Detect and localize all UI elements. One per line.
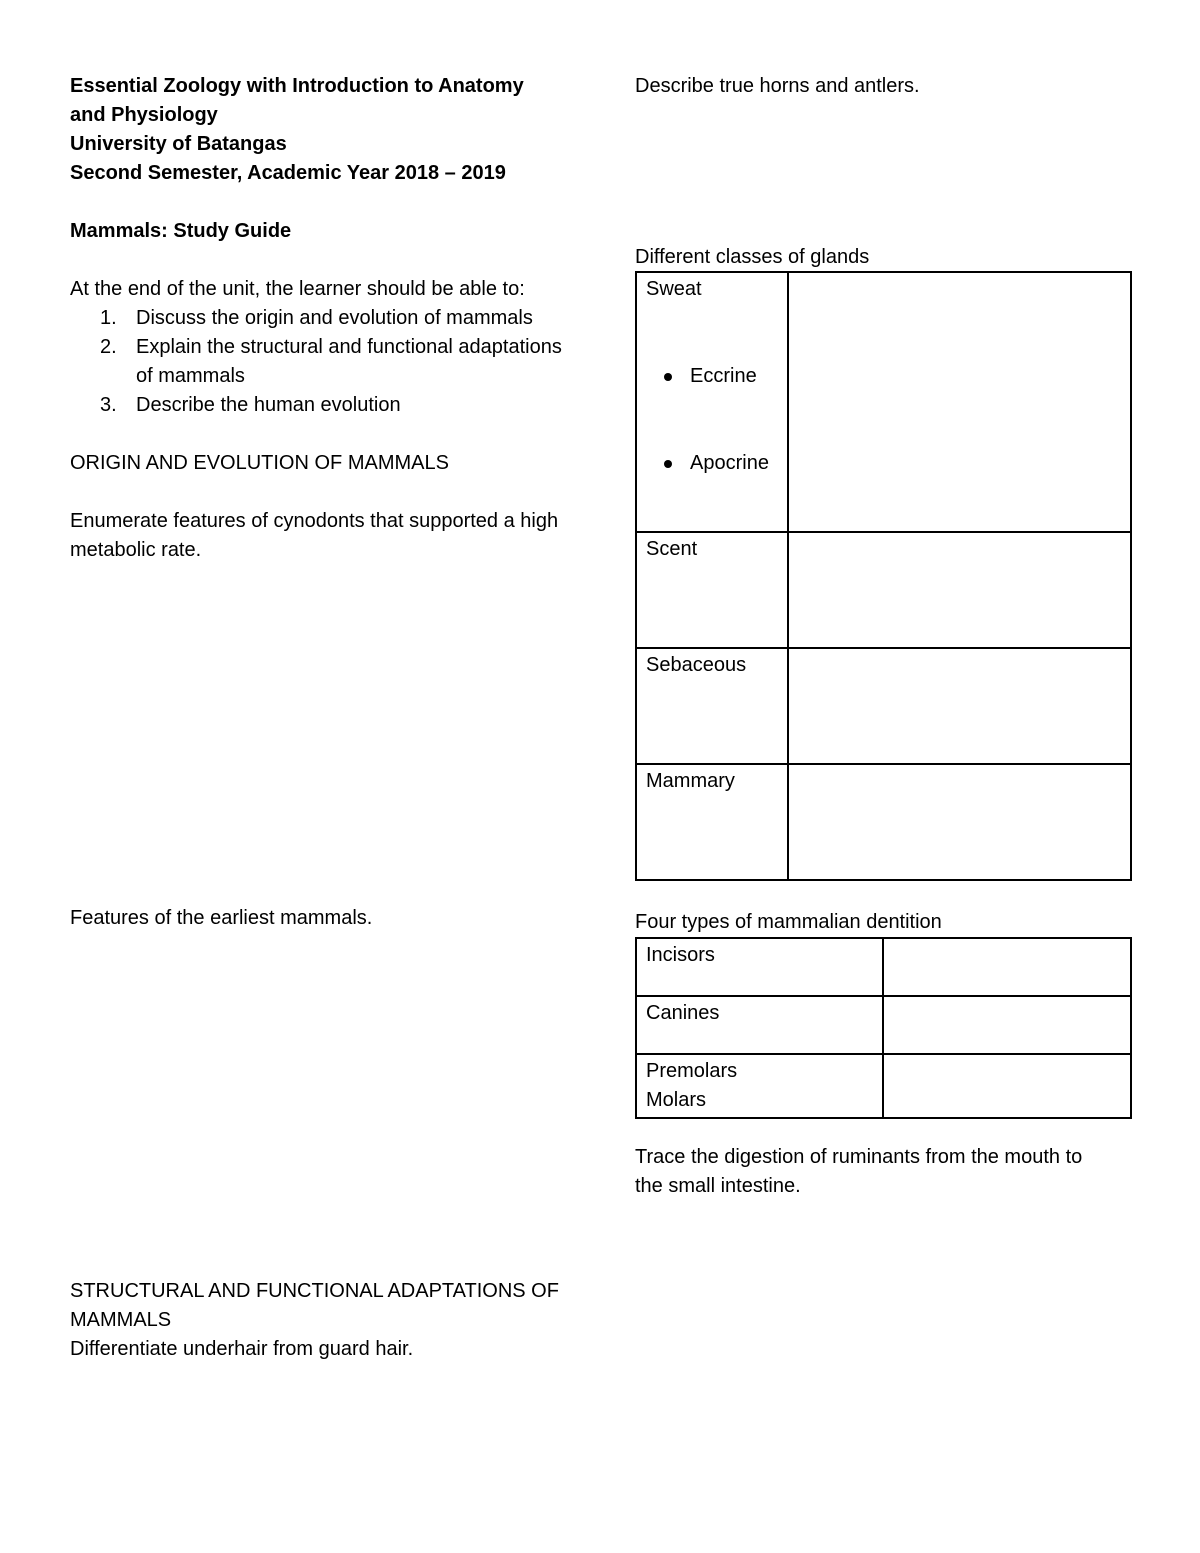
list-item: Eccrine bbox=[646, 362, 778, 391]
sweat-subtypes bbox=[646, 362, 778, 478]
question-horns-antlers: Describe true horns and antlers. bbox=[635, 75, 920, 97]
objective-item: 3. Describe the human evolution bbox=[100, 394, 401, 416]
question-earliest-mammals: Features of the earliest mammals. bbox=[70, 907, 373, 929]
gland-label-sebaceous: Sebaceous bbox=[636, 648, 788, 764]
dentition-table bbox=[635, 937, 1132, 1119]
bullet-icon bbox=[664, 373, 672, 381]
guide-title: Mammals: Study Guide bbox=[70, 220, 292, 242]
table-row bbox=[636, 764, 1131, 880]
objective-item: 1. Discuss the origin and evolution of mammals bbox=[100, 307, 533, 329]
answer-cell[interactable] bbox=[788, 648, 1131, 764]
answer-cell[interactable] bbox=[788, 764, 1131, 880]
gland-label-mammary: Mammary bbox=[636, 764, 788, 880]
answer-cell[interactable] bbox=[883, 1054, 1131, 1118]
university-name: University of Batangas bbox=[70, 133, 287, 155]
objectives-intro: At the end of the unit, the learner should be able to: bbox=[70, 278, 525, 300]
table-row bbox=[636, 996, 1131, 1054]
section-adaptations-heading: STRUCTURAL AND FUNCTIONAL ADAPTATIONS OF MAMMALS bbox=[70, 1280, 559, 1331]
table-row bbox=[636, 272, 1131, 532]
dentition-label-incisors: Incisors bbox=[636, 938, 883, 996]
section-origin-heading: ORIGIN AND EVOLUTION OF MAMMALS bbox=[70, 452, 449, 474]
gland-label-scent: Scent bbox=[636, 532, 788, 648]
question-ruminant-digestion: Trace the digestion of ruminants from the mouth to the small intestine. bbox=[635, 1146, 1083, 1197]
objectives-list bbox=[70, 304, 570, 420]
table-row bbox=[636, 648, 1131, 764]
gland-label-sweat: Sweat Eccrine Apocrine bbox=[636, 272, 788, 532]
answer-cell[interactable] bbox=[788, 272, 1131, 532]
answer-cell[interactable] bbox=[883, 996, 1131, 1054]
dentition-label-premolars-molars: Premolars Molars bbox=[636, 1054, 883, 1118]
list-item: Apocrine bbox=[646, 449, 778, 478]
table-row bbox=[636, 938, 1131, 996]
objective-item: 2. Explain the structural and functional adaptations of mammals bbox=[100, 336, 562, 387]
semester-line: Second Semester, Academic Year 2018 – 2019 bbox=[70, 162, 506, 184]
glands-caption: Different classes of glands bbox=[635, 246, 870, 268]
dentition-caption: Four types of mammalian dentition bbox=[635, 911, 942, 933]
left-column bbox=[70, 72, 570, 565]
question-cynodonts: Enumerate features of cynodonts that supported a high metabolic rate. bbox=[70, 510, 559, 561]
course-title-line1: Essential Zoology with Introduction to Anatomy bbox=[70, 75, 524, 97]
course-title-line2: and Physiology bbox=[70, 104, 218, 126]
table-row bbox=[636, 1054, 1131, 1118]
question-hair: Differentiate underhair from guard hair. bbox=[70, 1338, 414, 1360]
bullet-icon bbox=[664, 460, 672, 468]
answer-cell[interactable] bbox=[788, 532, 1131, 648]
dentition-label-canines: Canines bbox=[636, 996, 883, 1054]
glands-table bbox=[635, 271, 1132, 881]
section-adaptations-block bbox=[70, 1277, 570, 1364]
table-row bbox=[636, 532, 1131, 648]
answer-cell[interactable] bbox=[883, 938, 1131, 996]
